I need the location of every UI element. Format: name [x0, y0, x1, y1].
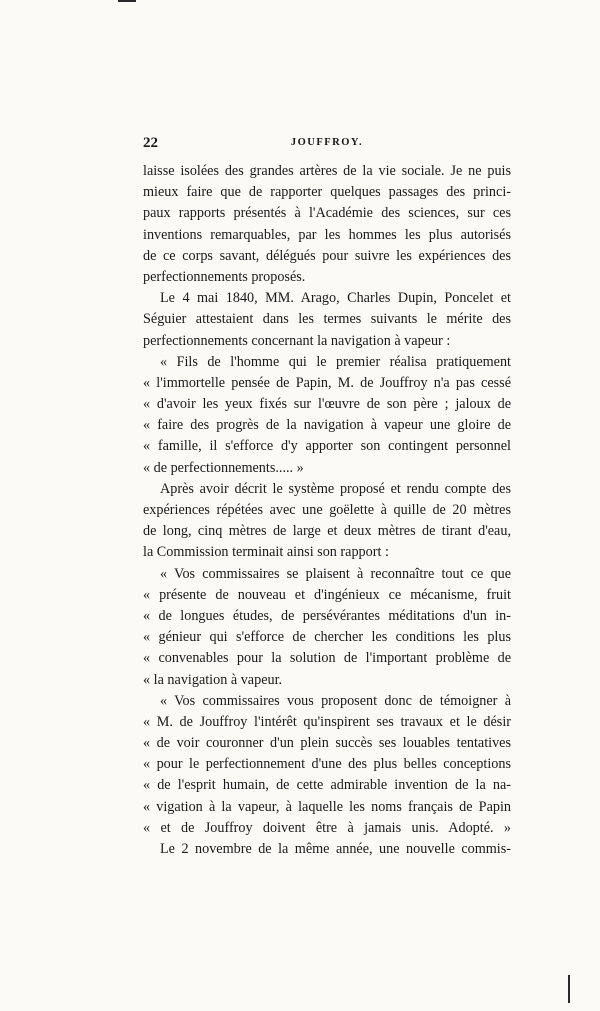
running-title: JOUFFROY.: [290, 137, 364, 148]
scan-edge-mark: [118, 0, 136, 2]
text-line: de ce corps savant, délégués pour suivre les expériences des: [143, 247, 511, 264]
page-header: [143, 135, 511, 155]
text-line: « convenables pour la solution de l'important problème de: [143, 650, 511, 667]
text-line: « de longues études, de persévérantes méditations d'un in-: [143, 607, 511, 624]
text-line: « faire des progrès de la navigation à vapeur une gloire de: [143, 417, 511, 434]
text-line: Après avoir décrit le système proposé et rendu compte des: [160, 480, 511, 497]
text-line: « et de Jouffroy doivent être à jamais unis. Adopté. »: [143, 819, 511, 836]
text-line: « famille, il s'efforce d'y apporter son contingent personnel: [143, 438, 511, 455]
text-line: paux rapports présentés à l'Académie des sciences, sur ces: [143, 205, 511, 222]
text-line: expériences répétées avec une goëlette à quille de 20 mètres: [143, 502, 511, 518]
text-line: perfectionnements proposés.: [143, 268, 306, 285]
page-number: 22: [143, 135, 158, 151]
text-line: « Fils de l'homme qui le premier réalisa pratiquement: [160, 353, 511, 370]
text-line: inventions remarquables, par les hommes les plus autorisés: [143, 226, 511, 243]
text-line: « Vos commissaires vous proposent donc de témoigner à: [160, 692, 511, 709]
text-line: mieux faire que de rapporter quelques passages des princi-: [143, 184, 511, 201]
text-line: « de voir couronner d'un plein succès ses louables tentatives: [143, 735, 511, 752]
text-line: laisse isolées des grandes artères de la vie sociale. Je ne puis: [143, 163, 511, 179]
text-line: « présente de nouveau et d'ingénieux ce mécanisme, fruit: [143, 586, 511, 603]
text-line: « de l'esprit humain, de cette admirable invention de la na-: [143, 777, 511, 794]
text-line: « M. de Jouffroy l'intérêt qu'inspirent ses travaux et le désir: [143, 713, 511, 730]
text-line: « d'avoir les yeux fixés sur l'œuvre de son père ; jaloux de: [143, 396, 511, 413]
text-line: « de perfectionnements..... »: [143, 459, 304, 476]
text-line: Le 4 mai 1840, MM. Arago, Charles Dupin, Poncelet et: [160, 290, 511, 307]
text-body: [143, 161, 511, 860]
text-line: perfectionnements concernant la navigation à vapeur :: [143, 332, 451, 349]
text-line: Séguier attestaient dans les termes suivants le mérite des: [143, 311, 511, 328]
scan-edge-mark: [568, 975, 570, 1003]
text-line: « Vos commissaires se plaisent à reconnaître tout ce que: [160, 565, 511, 582]
text-line: la Commission terminait ainsi son rapport :: [143, 544, 389, 561]
text-line: de long, cinq mètres de large et deux mètres de tirant d'eau,: [143, 523, 511, 540]
text-line: « vigation à la vapeur, à laquelle les noms français de Papin: [143, 798, 511, 815]
text-line: Le 2 novembre de la même année, une nouvelle commis-: [160, 841, 511, 857]
text-line: « l'immortelle pensée de Papin, M. de Jouffroy n'a pas cessé: [143, 374, 511, 391]
text-line: « pour le perfectionnement d'une des plus belles conceptions: [143, 756, 511, 773]
text-line: « génieur qui s'efforce de chercher les conditions les plus: [143, 629, 511, 646]
text-line: « la navigation à vapeur.: [143, 671, 283, 688]
